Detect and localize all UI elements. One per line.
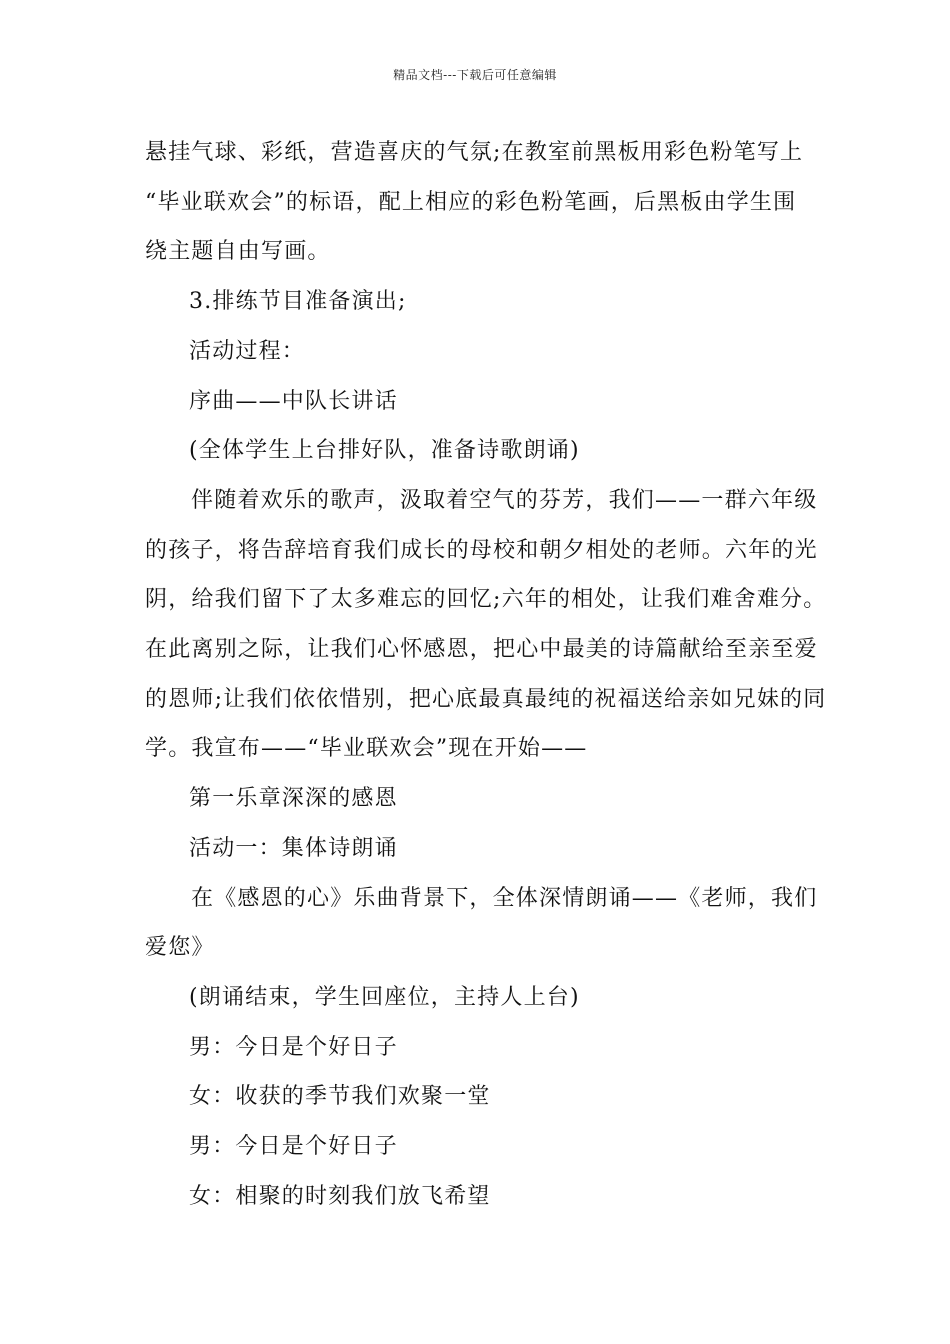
paragraph-line: 在此离别之际，让我们心怀感恩，把心中最美的诗篇献给至亲至爱 <box>145 637 818 663</box>
paragraph-line: 的恩师;让我们依依惜别，把心底最真最纯的祝福送给亲如兄妹的同 <box>145 686 827 712</box>
paragraph-line: 伴随着欢乐的歌声，汲取着空气的芬芳，我们——一群六年级 <box>191 487 818 513</box>
paragraph-line: 悬挂气球、彩纸，营造喜庆的气氛;在教室前黑板用彩色粉笔写上 <box>145 140 804 165</box>
paragraph-line: 的孩子，将告辞培育我们成长的母校和朝夕相处的老师。六年的光 <box>145 537 818 563</box>
dialogue-line: 男：今日是个好日子 <box>189 1134 398 1160</box>
paragraph-line: “毕业联欢会”的标语，配上相应的彩色粉笔画，后黑板由学生围 <box>145 189 797 215</box>
stage-direction: (朗诵结束，学生回座位，主持人上台) <box>189 984 580 1010</box>
paragraph-line: 绕主题自由写画。 <box>145 239 331 265</box>
dialogue-line: 女：收获的季节我们欢聚一堂 <box>189 1084 491 1110</box>
list-item-3: 3.排练节目准备演出; <box>189 289 407 315</box>
paragraph-line: 在《感恩的心》乐曲背景下，全体深情朗诵——《老师，我们 <box>191 885 818 911</box>
stage-direction: (全体学生上台排好队，准备诗歌朗诵) <box>189 438 580 464</box>
section-heading: 活动一：集体诗朗诵 <box>189 835 398 861</box>
document-body <box>145 128 827 1221</box>
paragraph-line: 学。我宣布——“毕业联欢会”现在开始—— <box>145 736 588 762</box>
section-heading: 第一乐章深深的感恩 <box>189 786 398 812</box>
paragraph-line: 爱您》 <box>145 935 215 961</box>
section-heading: 活动过程： <box>189 338 306 364</box>
dialogue-line: 男：今日是个好日子 <box>189 1034 398 1060</box>
dialogue-line: 女：相聚的时刻我们放飞希望 <box>189 1183 491 1209</box>
paragraph-line: 阴，给我们留下了太多难忘的回忆;六年的相处，让我们难舍难分。 <box>145 587 827 613</box>
page-header: 精品文档---下载后可任意编辑 <box>393 68 557 82</box>
section-heading: 序曲——中队长讲话 <box>189 388 398 414</box>
